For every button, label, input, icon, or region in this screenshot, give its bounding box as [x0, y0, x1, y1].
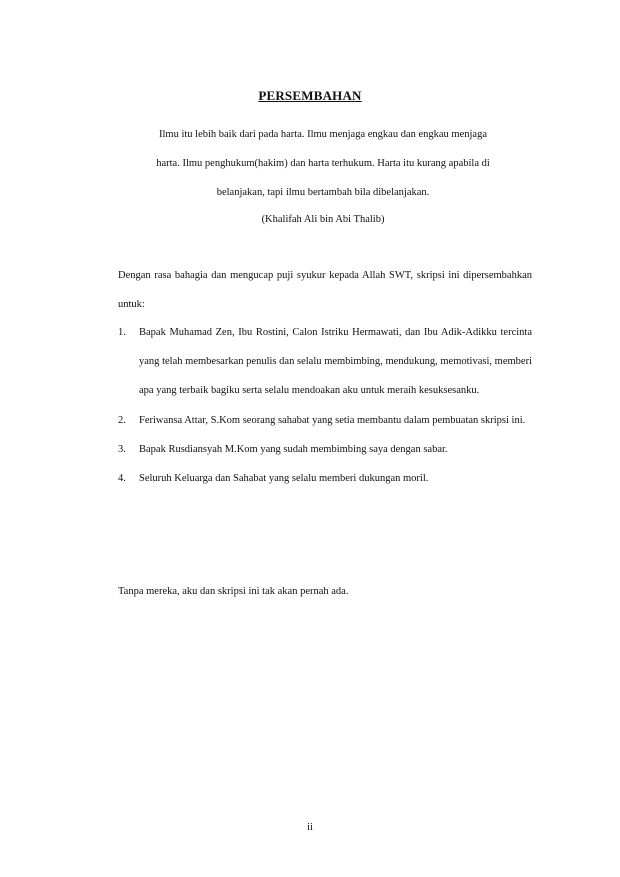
list-item — [118, 464, 532, 493]
quote-line: Ilmu itu lebih baik dari pada harta. Ilmu menjaga engkau dan engkau menjaga — [158, 129, 487, 140]
list-item-number: 4. — [118, 473, 126, 485]
list-item-text: Bapak Muhamad Zen, Ibu Rostini, Calon Istriku Hermawati, dan Ibu Adik-Adikku tercinta yang telah membesarkan penulis dan selalu membimbing, mendukung, memotivasi, memberi apa yang terbaik bagiku serta selalu mendoakan aku untuk meraih kesuksesanku. — [139, 327, 532, 397]
list-item — [118, 318, 532, 406]
list-item-number: 1. — [118, 327, 126, 338]
list-item — [118, 435, 532, 464]
list-item-text: Bapak Rusdiansyah M.Kom yang sudah membimbing saya dengan sabar. — [139, 443, 448, 455]
page-number: ii — [307, 822, 313, 833]
list-item-number: 2. — [118, 414, 126, 426]
list-item-text: Seluruh Keluarga dan Sahabat yang selalu memberi dukungan moril. — [139, 473, 429, 485]
quote-author: (Khalifah Ali bin Abi Thalib) — [261, 214, 385, 225]
list-item — [118, 406, 532, 435]
list-item-number: 3. — [118, 443, 126, 455]
dedication-list — [118, 318, 532, 493]
quote-line: harta. Ilmu penghukum(hakim) dan harta terhukum. Harta itu kurang apabila di — [156, 158, 490, 169]
intro-paragraph: Dengan rasa bahagia dan mengucap puji syukur kepada Allah SWT, skripsi ini dipersembahkan untuk: — [118, 270, 532, 310]
quote-line: belanjakan, tapi ilmu bertambah bila dibelanjakan. — [216, 187, 430, 198]
closing-sentence: Tanpa mereka, aku dan skripsi ini tak akan pernah ada. — [118, 586, 349, 597]
quote-block — [108, 120, 538, 234]
list-item-text: Feriwansa Attar, S.Kom seorang sahabat yang setia membantu dalam pembuatan skripsi ini. — [139, 414, 526, 426]
page-title: PERSEMBAHAN — [258, 88, 362, 103]
